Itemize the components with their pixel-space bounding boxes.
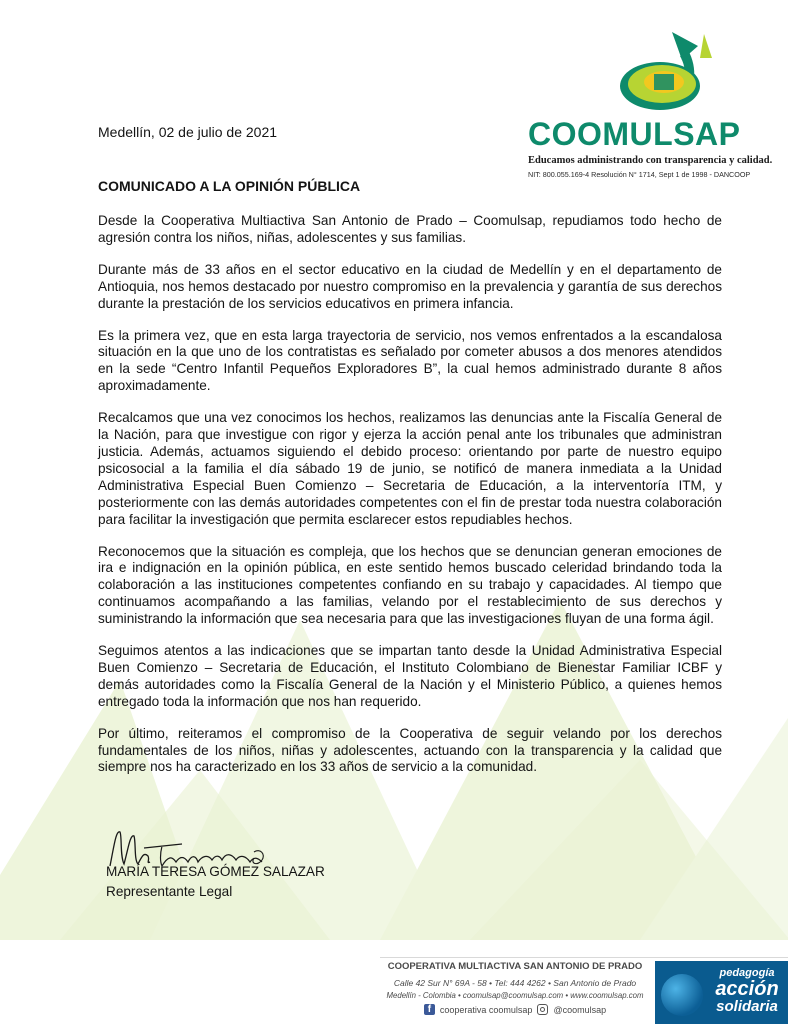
badge-line-2: acción bbox=[715, 978, 779, 1000]
footer-address: Calle 42 Sur N° 69A - 58 • Tel: 444 4262 • San Antonio de Prado bbox=[393, 978, 637, 988]
instagram-handle: @coomulsap bbox=[553, 1004, 607, 1015]
instagram-icon bbox=[537, 1004, 548, 1015]
badge-text bbox=[707, 967, 787, 1014]
paragraph: Es la primera vez, que en esta larga trayectoria de servicio, nos vemos enfrentados a la escandalosa situación en la que uno de los contratistas es señalado por cometer abusos a dos menores atendidos en la sede “Centro Infantil Pequeños Exploradores B”, la cual hemos administrado durante 8 años aproximadamente. bbox=[98, 327, 722, 394]
signer-role: Representante Legal bbox=[106, 884, 233, 899]
paragraph: Desde la Cooperativa Multiactiva San Antonio de Prado – Coomulsap, repudiamos todo hecho de agresión contra los niños, niñas, adolescentes y sus familias. bbox=[98, 213, 722, 245]
facebook-icon: f bbox=[424, 1004, 435, 1015]
paragraph: Durante más de 33 años en el sector educativo en la ciudad de Medellín y en el departamento de Antioquia, nos hemos destacado por nuestro compromiso en la prevalencia y garantía de sus derechos durante la prestación de los servicios educativos en primera infancia. bbox=[98, 261, 722, 311]
footer-divider bbox=[380, 957, 788, 958]
footer-social bbox=[380, 1004, 650, 1015]
letter-date: Medellín, 02 de julio de 2021 bbox=[98, 124, 278, 140]
signer-name: MARÍA TERESA GÓMEZ SALAZAR bbox=[106, 864, 325, 879]
footer-contact bbox=[380, 961, 650, 1015]
globe-icon bbox=[661, 974, 703, 1016]
paragraph: Seguimos atentos a las indicaciones que se impartan tanto desde la Unidad Administrativa Especial Buen Comienzo – Secretaria de Educación, el Instituto Colombiano de Bienestar Familiar ICBF y demás autoridades como la Fiscalía General de la Nación y el Ministerio Público, a quienes hemos entregado toda la información que nos han requerido. bbox=[98, 643, 722, 709]
paragraph: Recalcamos que una vez conocimos los hechos, realizamos las denuncias ante la Fiscalía General de la Nación, para que investigue con rigor y ejerza la acción penal ante los tribunales que administran justicia. Además, actuamos siguiendo el debido proceso: orientando por parte de nuestro equipo psicosocial a la familia el día sábado 19 de junio, se notificó de manera inmediata a la Unidad Administrativa Especial Buen Comienzo – Secretaria de Educación, a la interventoría ITM, y posteriormente con las demás autoridades competentes con el fin de prestar toda nuestra colaboración para facilitar la investigación que permita esclarecer estos repudiables hechos. bbox=[98, 410, 722, 527]
letter-text bbox=[98, 213, 722, 791]
letter-heading: COMUNICADO A LA OPINIÓN PÚBLICA bbox=[98, 178, 361, 194]
footer-web: Medellín - Colombia • coomulsap@coomulsap.com • www.coomulsap.com bbox=[386, 991, 644, 1000]
badge-line-1: pedagogía bbox=[719, 967, 775, 979]
logo-wordmark: COOMULSAP bbox=[528, 116, 741, 152]
coomulsap-logo-icon bbox=[600, 28, 740, 120]
facebook-handle: cooperativa coomulsap bbox=[439, 1004, 533, 1015]
company-logo bbox=[520, 28, 773, 188]
logo-tagline: Educamos administrando con transparencia y calidad. bbox=[528, 155, 773, 166]
paragraph: Por último, reiteramos el compromiso de la Cooperativa de seguir velando por los derechos fundamentales de los niños, niñas y adolescentes, actuando con la transparencia y la calidad que siempre nos ha caracterizado en los 33 años de servicio a la comunidad. bbox=[98, 725, 722, 775]
paragraph: Reconocemos que la situación es compleja, que los hechos que se denuncian generan emociones de ira e indignación en la opinión pública, en este sentido hemos buscado celeridad brindando toda la colaboración a las instituciones competentes confiando en su trabajo y capacidades. Al tiempo que continuamos acompañando a las familias, velando por el restablecimiento de sus derechos y suministrando la información que sea necesaria para que las investigaciones fluyan de una forma ágil. bbox=[98, 543, 722, 627]
badge-line-3: solidaria bbox=[716, 998, 778, 1015]
pedagogia-badge bbox=[655, 961, 788, 1024]
footer-organization: COOPERATIVA MULTIACTIVA SAN ANTONIO DE PRADO bbox=[387, 961, 643, 972]
logo-nit: NIT: 800.055.169-4 Resolución N° 1714, Sept 1 de 1998 - DANCOOP bbox=[528, 170, 751, 179]
letterhead-footer bbox=[380, 957, 788, 1024]
